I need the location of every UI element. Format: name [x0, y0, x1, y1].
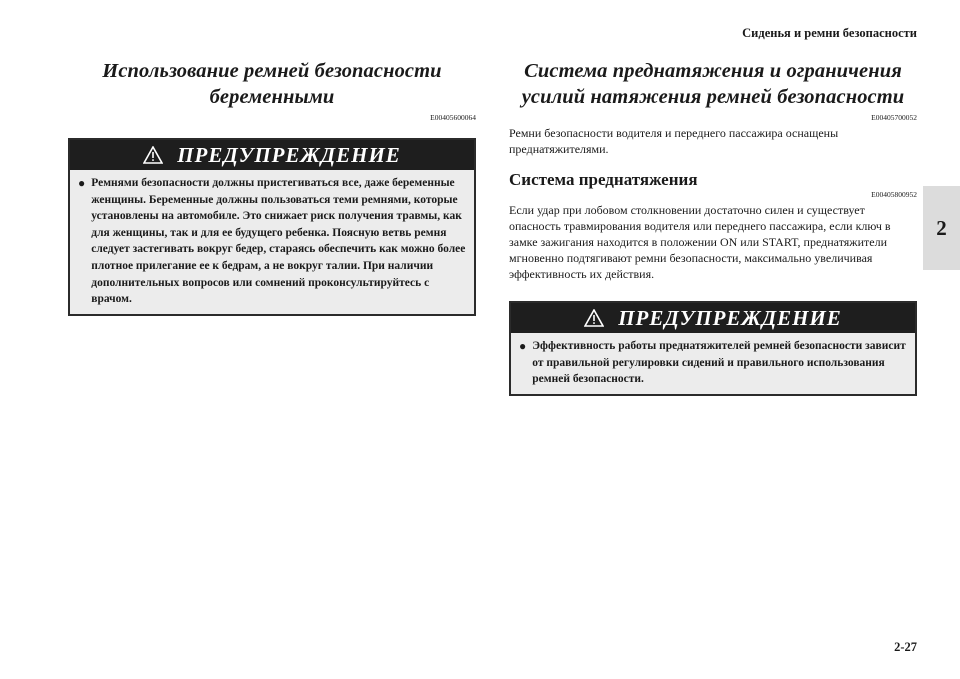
warning-triangle-icon [584, 309, 604, 327]
page-header-title: Сиденья и ремни безопасности [742, 26, 917, 40]
warning-heading: ПРЕДУПРЕЖДЕНИЕ [177, 142, 401, 167]
bullet-icon: ● [78, 176, 86, 190]
subsection-code: E00405800952 [871, 190, 917, 199]
section-code: E00405700052 [871, 113, 917, 122]
section-title-pregnant: Использование ремней безопасности беременными [102, 60, 442, 108]
warning-heading: ПРЕДУПРЕЖДЕНИЕ [618, 305, 842, 330]
chapter-number: 2 [936, 215, 947, 240]
warning-header [70, 140, 474, 170]
subheading-pretension-system: Система преднатяжения [509, 170, 698, 189]
pretensioner-paragraph: Если удар при лобовом столкновении достаточно силен и существует опасность травмирования водителя или переднего пассажира, если ключ в замке зажигания находится в положении ON или START, преднатяжители мгновенно подтягивают ремни безопасности, максимально увеличивая эффективность их действия. [509, 203, 891, 281]
section-title-pretensioner: Система преднатяжения и ограничения усилий натяжения ремней безопасности [521, 60, 905, 108]
warning-body [511, 333, 915, 394]
page-number: 2-27 [894, 640, 917, 654]
left-column [68, 58, 476, 316]
warning-header [511, 303, 915, 333]
right-column [509, 58, 917, 396]
warning-box [68, 138, 476, 316]
chapter-tab [923, 186, 960, 270]
warning-text: Ремнями безопасности должны пристегиваться все, даже беременные женщины. Беременные должны пользоваться теми ремнями, которые установлены на автомобиле. Это снижает риск получения травмы, как для женщины, так и для ее будущего ребенка. Поясную ветвь ремня следует застегивать вокруг бедер, стараясь обеспечить как можно более плотное прилегание ее к бедрам, а не вокруг талии. При наличии дополнительных вопросов или сомнений проконсультируйтесь с врачом. [91, 177, 466, 306]
bullet-icon: ● [519, 339, 527, 353]
warning-text: Эффективность работы преднатяжителей ремней безопасности зависит от правильной регулировки сидений и правильного использования ремней безопасности. [532, 340, 906, 386]
warning-box [509, 301, 917, 396]
warning-body [70, 170, 474, 314]
intro-paragraph: Ремни безопасности водителя и переднего пассажира оснащены преднатяжителями. [509, 126, 839, 156]
warning-triangle-icon [143, 146, 163, 164]
section-code: E00405600064 [430, 113, 476, 122]
